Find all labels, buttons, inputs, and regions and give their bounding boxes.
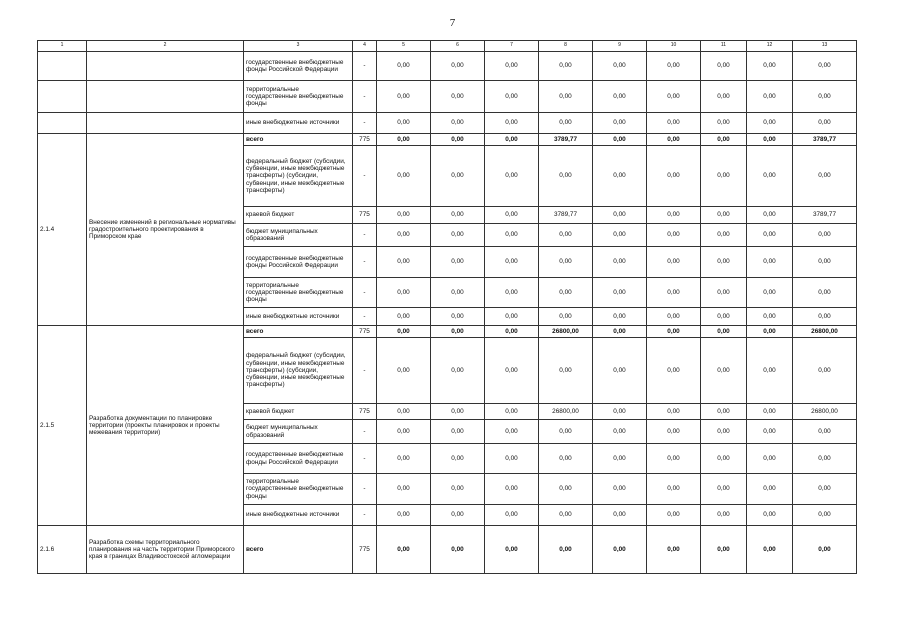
- budget-code-cell: -: [353, 247, 377, 278]
- budget-code-cell: 775: [353, 404, 377, 420]
- amount-cell: 0,00: [647, 278, 701, 308]
- funding-source-cell: иные внебюджетные источники: [244, 308, 353, 326]
- budget-code-cell: 775: [353, 134, 377, 146]
- item-number-cell: [38, 52, 87, 81]
- amount-cell: 0,00: [485, 474, 539, 505]
- measure-name-cell: Внесение изменений в региональные нормативы градостроительного проектирования в Приморском крае: [87, 134, 244, 326]
- amount-cell: 0,00: [593, 308, 647, 326]
- column-number-cell: 11: [701, 41, 747, 52]
- amount-cell: 0,00: [485, 146, 539, 207]
- amount-cell: 0,00: [377, 404, 431, 420]
- column-number-cell: 2: [87, 41, 244, 52]
- amount-cell: 0,00: [701, 308, 747, 326]
- amount-cell: 0,00: [431, 113, 485, 134]
- amount-cell: 0,00: [701, 444, 747, 474]
- table-row: [38, 52, 857, 81]
- amount-cell: 0,00: [593, 526, 647, 574]
- amount-cell: 0,00: [377, 444, 431, 474]
- amount-cell: 0,00: [431, 420, 485, 444]
- amount-cell: 0,00: [431, 444, 485, 474]
- amount-cell: 0,00: [747, 420, 793, 444]
- amount-cell: 0,00: [593, 247, 647, 278]
- column-number-cell: 5: [377, 41, 431, 52]
- budget-code-cell: -: [353, 420, 377, 444]
- amount-cell: 0,00: [593, 474, 647, 505]
- amount-cell: 0,00: [431, 207, 485, 224]
- amount-cell: 3789,77: [539, 134, 593, 146]
- amount-cell: 0,00: [793, 52, 857, 81]
- amount-cell: 0,00: [747, 326, 793, 338]
- amount-cell: 0,00: [431, 134, 485, 146]
- amount-cell: 3789,77: [793, 207, 857, 224]
- amount-cell: 0,00: [793, 146, 857, 207]
- amount-cell: 0,00: [539, 338, 593, 404]
- funding-source-cell: всего: [244, 326, 353, 338]
- budget-code-cell: -: [353, 505, 377, 526]
- amount-cell: 0,00: [701, 278, 747, 308]
- funding-source-cell: иные внебюджетные источники: [244, 113, 353, 134]
- amount-cell: 0,00: [485, 338, 539, 404]
- measure-name-cell: [87, 81, 244, 113]
- amount-cell: 0,00: [539, 224, 593, 247]
- table-body: [38, 41, 857, 574]
- budget-code-cell: 775: [353, 326, 377, 338]
- amount-cell: 0,00: [747, 404, 793, 420]
- amount-cell: 0,00: [485, 278, 539, 308]
- amount-cell: 0,00: [431, 52, 485, 81]
- item-number-cell: 2.1.4: [38, 134, 87, 326]
- amount-cell: 0,00: [701, 207, 747, 224]
- amount-cell: 3789,77: [793, 134, 857, 146]
- amount-cell: 0,00: [593, 505, 647, 526]
- measure-name-cell: Разработка схемы территориального планирования на часть территории Приморского края в границах Владивостокской агломерации: [87, 526, 244, 574]
- funding-source-cell: федеральный бюджет (субсидии, субвенции, иные межбюджетные трансферты) (субсидии, субвенции, иные межбюджетные трансферты): [244, 146, 353, 207]
- amount-cell: 0,00: [701, 326, 747, 338]
- amount-cell: 0,00: [647, 474, 701, 505]
- amount-cell: 0,00: [377, 526, 431, 574]
- amount-cell: 0,00: [793, 526, 857, 574]
- amount-cell: 0,00: [539, 420, 593, 444]
- amount-cell: 0,00: [747, 278, 793, 308]
- amount-cell: 0,00: [647, 146, 701, 207]
- amount-cell: 0,00: [485, 81, 539, 113]
- column-number-cell: 12: [747, 41, 793, 52]
- budget-code-cell: -: [353, 474, 377, 505]
- budget-code-cell: -: [353, 224, 377, 247]
- amount-cell: 0,00: [747, 52, 793, 81]
- amount-cell: 0,00: [593, 146, 647, 207]
- amount-cell: 0,00: [793, 474, 857, 505]
- amount-cell: 0,00: [647, 247, 701, 278]
- amount-cell: 0,00: [747, 526, 793, 574]
- amount-cell: 0,00: [377, 308, 431, 326]
- amount-cell: 0,00: [647, 420, 701, 444]
- amount-cell: 0,00: [377, 474, 431, 505]
- amount-cell: 0,00: [747, 505, 793, 526]
- amount-cell: 0,00: [793, 444, 857, 474]
- item-number-cell: [38, 113, 87, 134]
- amount-cell: 0,00: [431, 326, 485, 338]
- amount-cell: 0,00: [485, 52, 539, 81]
- amount-cell: 0,00: [485, 526, 539, 574]
- amount-cell: 0,00: [647, 81, 701, 113]
- amount-cell: 0,00: [701, 474, 747, 505]
- amount-cell: 0,00: [431, 474, 485, 505]
- amount-cell: 0,00: [593, 207, 647, 224]
- amount-cell: 0,00: [377, 52, 431, 81]
- budget-code-cell: -: [353, 338, 377, 404]
- budget-code-cell: -: [353, 146, 377, 207]
- funding-source-cell: государственные внебюджетные фонды Российской Федерации: [244, 247, 353, 278]
- amount-cell: 0,00: [647, 224, 701, 247]
- amount-cell: 0,00: [747, 146, 793, 207]
- amount-cell: 0,00: [747, 207, 793, 224]
- amount-cell: 0,00: [747, 338, 793, 404]
- funding-source-cell: территориальные государственные внебюджетные фонды: [244, 474, 353, 505]
- amount-cell: 0,00: [793, 420, 857, 444]
- amount-cell: 0,00: [747, 113, 793, 134]
- page-number: 7: [449, 17, 456, 29]
- column-number-cell: 1: [38, 41, 87, 52]
- amount-cell: 0,00: [539, 113, 593, 134]
- budget-table: [37, 40, 857, 574]
- budget-code-cell: -: [353, 113, 377, 134]
- amount-cell: 0,00: [593, 420, 647, 444]
- funding-source-cell: федеральный бюджет (субсидии, субвенции, иные межбюджетные трансферты) (субсидии, субвенции, иные межбюджетные трансферты): [244, 338, 353, 404]
- amount-cell: 0,00: [793, 81, 857, 113]
- amount-cell: 0,00: [647, 52, 701, 81]
- amount-cell: 0,00: [647, 308, 701, 326]
- amount-cell: 0,00: [593, 444, 647, 474]
- amount-cell: 0,00: [701, 420, 747, 444]
- column-number-cell: 4: [353, 41, 377, 52]
- amount-cell: 0,00: [431, 404, 485, 420]
- amount-cell: 0,00: [431, 338, 485, 404]
- amount-cell: 0,00: [701, 146, 747, 207]
- amount-cell: 0,00: [701, 505, 747, 526]
- amount-cell: 26800,00: [539, 326, 593, 338]
- funding-source-cell: краевой бюджет: [244, 404, 353, 420]
- amount-cell: 0,00: [431, 81, 485, 113]
- amount-cell: 0,00: [485, 420, 539, 444]
- funding-source-cell: государственные внебюджетные фонды Российской Федерации: [244, 444, 353, 474]
- amount-cell: 0,00: [539, 505, 593, 526]
- measure-name-cell: [87, 113, 244, 134]
- funding-source-cell: иные внебюджетные источники: [244, 505, 353, 526]
- amount-cell: 0,00: [701, 113, 747, 134]
- amount-cell: 26800,00: [793, 326, 857, 338]
- amount-cell: 0,00: [793, 338, 857, 404]
- amount-cell: 0,00: [647, 505, 701, 526]
- amount-cell: 0,00: [701, 52, 747, 81]
- column-number-row: [38, 41, 857, 52]
- amount-cell: 0,00: [377, 338, 431, 404]
- column-number-cell: 7: [485, 41, 539, 52]
- amount-cell: 26800,00: [793, 404, 857, 420]
- column-number-cell: 6: [431, 41, 485, 52]
- amount-cell: 0,00: [747, 247, 793, 278]
- amount-cell: 0,00: [431, 247, 485, 278]
- amount-cell: 0,00: [485, 444, 539, 474]
- amount-cell: 0,00: [377, 326, 431, 338]
- amount-cell: 0,00: [539, 81, 593, 113]
- amount-cell: 0,00: [539, 146, 593, 207]
- amount-cell: 0,00: [377, 134, 431, 146]
- amount-cell: 0,00: [701, 81, 747, 113]
- amount-cell: 0,00: [539, 474, 593, 505]
- amount-cell: 0,00: [377, 420, 431, 444]
- amount-cell: 0,00: [485, 224, 539, 247]
- column-number-cell: 10: [647, 41, 701, 52]
- amount-cell: 0,00: [593, 52, 647, 81]
- amount-cell: 26800,00: [539, 404, 593, 420]
- budget-code-cell: -: [353, 52, 377, 81]
- table-row: [38, 326, 857, 338]
- amount-cell: 0,00: [431, 308, 485, 326]
- amount-cell: 0,00: [377, 224, 431, 247]
- budget-code-cell: 775: [353, 526, 377, 574]
- amount-cell: 0,00: [485, 404, 539, 420]
- amount-cell: 0,00: [593, 278, 647, 308]
- amount-cell: 0,00: [485, 207, 539, 224]
- amount-cell: 0,00: [647, 404, 701, 420]
- table-row: [38, 81, 857, 113]
- amount-cell: 0,00: [431, 526, 485, 574]
- funding-source-cell: всего: [244, 526, 353, 574]
- measure-name-cell: Разработка документации по планировке территории (проекты планировок и проекты межевания территории): [87, 326, 244, 526]
- item-number-cell: 2.1.5: [38, 326, 87, 526]
- amount-cell: 0,00: [793, 247, 857, 278]
- amount-cell: 0,00: [747, 474, 793, 505]
- amount-cell: 0,00: [747, 308, 793, 326]
- amount-cell: 0,00: [647, 526, 701, 574]
- amount-cell: 0,00: [431, 224, 485, 247]
- column-number-cell: 8: [539, 41, 593, 52]
- column-number-cell: 3: [244, 41, 353, 52]
- table-row: [38, 134, 857, 146]
- amount-cell: 0,00: [485, 134, 539, 146]
- amount-cell: 0,00: [539, 526, 593, 574]
- amount-cell: 0,00: [539, 52, 593, 81]
- amount-cell: 0,00: [701, 404, 747, 420]
- amount-cell: 0,00: [593, 134, 647, 146]
- funding-source-cell: территориальные государственные внебюджетные фонды: [244, 278, 353, 308]
- amount-cell: 0,00: [377, 113, 431, 134]
- amount-cell: 0,00: [593, 113, 647, 134]
- amount-cell: 0,00: [377, 247, 431, 278]
- amount-cell: 0,00: [377, 278, 431, 308]
- column-number-cell: 9: [593, 41, 647, 52]
- amount-cell: 0,00: [377, 146, 431, 207]
- amount-cell: 0,00: [377, 505, 431, 526]
- amount-cell: 0,00: [539, 247, 593, 278]
- budget-code-cell: -: [353, 81, 377, 113]
- amount-cell: 0,00: [593, 404, 647, 420]
- table-row: [38, 113, 857, 134]
- amount-cell: 0,00: [747, 134, 793, 146]
- budget-code-cell: -: [353, 278, 377, 308]
- funding-source-cell: бюджет муниципальных образований: [244, 420, 353, 444]
- amount-cell: 0,00: [793, 278, 857, 308]
- amount-cell: 0,00: [701, 134, 747, 146]
- amount-cell: 0,00: [485, 113, 539, 134]
- amount-cell: 0,00: [793, 308, 857, 326]
- amount-cell: 0,00: [485, 247, 539, 278]
- measure-name-cell: [87, 52, 244, 81]
- funding-source-cell: территориальные государственные внебюджетные фонды: [244, 81, 353, 113]
- budget-code-cell: -: [353, 444, 377, 474]
- amount-cell: 0,00: [701, 224, 747, 247]
- amount-cell: 0,00: [539, 308, 593, 326]
- amount-cell: 0,00: [647, 326, 701, 338]
- item-number-cell: [38, 81, 87, 113]
- amount-cell: 0,00: [793, 505, 857, 526]
- funding-source-cell: государственные внебюджетные фонды Российской Федерации: [244, 52, 353, 81]
- funding-source-cell: бюджет муниципальных образований: [244, 224, 353, 247]
- amount-cell: 0,00: [793, 224, 857, 247]
- amount-cell: 0,00: [701, 526, 747, 574]
- amount-cell: 0,00: [593, 224, 647, 247]
- funding-source-cell: краевой бюджет: [244, 207, 353, 224]
- amount-cell: 0,00: [647, 207, 701, 224]
- amount-cell: 0,00: [485, 308, 539, 326]
- amount-cell: 0,00: [377, 81, 431, 113]
- amount-cell: 0,00: [647, 134, 701, 146]
- amount-cell: 0,00: [539, 278, 593, 308]
- amount-cell: 0,00: [793, 113, 857, 134]
- amount-cell: 0,00: [647, 338, 701, 404]
- amount-cell: 0,00: [431, 278, 485, 308]
- amount-cell: 0,00: [539, 444, 593, 474]
- amount-cell: 0,00: [747, 444, 793, 474]
- budget-code-cell: -: [353, 308, 377, 326]
- amount-cell: 0,00: [593, 326, 647, 338]
- amount-cell: 0,00: [701, 247, 747, 278]
- amount-cell: 0,00: [647, 444, 701, 474]
- amount-cell: 0,00: [377, 207, 431, 224]
- item-number-cell: 2.1.6: [38, 526, 87, 574]
- funding-source-cell: всего: [244, 134, 353, 146]
- amount-cell: 0,00: [701, 338, 747, 404]
- amount-cell: 0,00: [431, 146, 485, 207]
- budget-code-cell: 775: [353, 207, 377, 224]
- amount-cell: 0,00: [747, 81, 793, 113]
- amount-cell: 0,00: [431, 505, 485, 526]
- amount-cell: 0,00: [647, 113, 701, 134]
- table-row: [38, 526, 857, 574]
- column-number-cell: 13: [793, 41, 857, 52]
- amount-cell: 0,00: [485, 505, 539, 526]
- amount-cell: 0,00: [747, 224, 793, 247]
- amount-cell: 3789,77: [539, 207, 593, 224]
- amount-cell: 0,00: [485, 326, 539, 338]
- amount-cell: 0,00: [593, 81, 647, 113]
- amount-cell: 0,00: [593, 338, 647, 404]
